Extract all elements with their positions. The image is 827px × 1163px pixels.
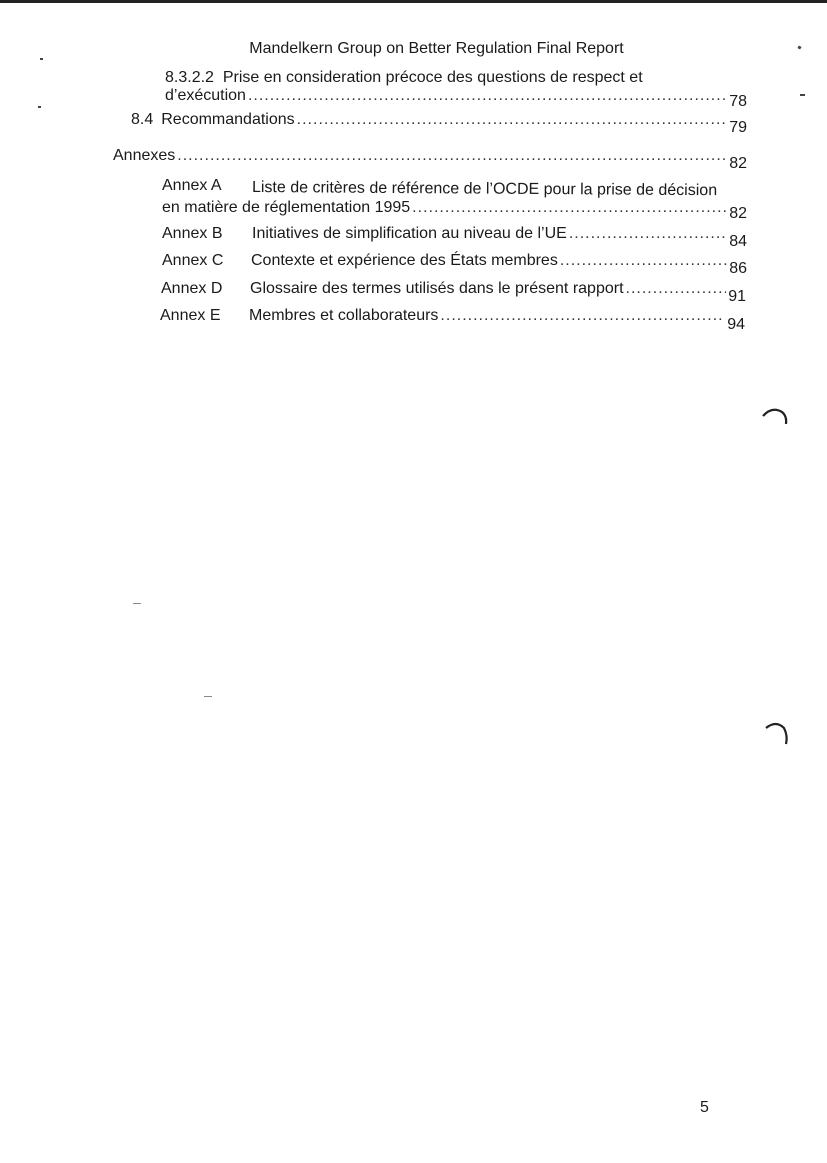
toc-entry-annex-a <box>162 199 747 222</box>
scan-speck <box>38 106 41 108</box>
annex-e-title: Membres et collaborateurs <box>249 307 439 324</box>
annex-b-label: Annex B <box>162 225 223 242</box>
toc-entry-annex-b <box>162 225 747 250</box>
toc-entry-title: Prise en consideration précoce des questions de respect et <box>222 69 643 86</box>
dot-leader <box>440 307 725 325</box>
toc-page-number: 91 <box>728 288 746 305</box>
dot-leader <box>177 147 727 165</box>
toc-entry-annex-d <box>161 280 746 305</box>
dot-leader <box>412 199 727 217</box>
toc-page-number: 94 <box>727 316 745 333</box>
dot-leader <box>297 111 727 129</box>
annex-b-title: Initiatives de simplification au niveau de l’UE <box>252 225 567 242</box>
running-header: Mandelkern Group on Better Regulation Final Report <box>249 40 624 57</box>
annex-a-label: Annex A <box>162 177 222 194</box>
annex-c-title: Contexte et expérience des États membres <box>251 252 558 269</box>
toc-page-number: 82 <box>729 155 747 172</box>
annex-e-label: Annex E <box>160 307 221 324</box>
scan-speck <box>204 696 212 697</box>
toc-page-number: 82 <box>729 205 747 222</box>
dot-leader <box>626 280 726 298</box>
toc-entry-title: Recommandations <box>161 111 295 128</box>
toc-entry-title-continued: d’exécution <box>165 87 246 104</box>
annex-d-title: Glossaire des termes utilisés dans le présent rapport <box>250 280 624 297</box>
scan-speck <box>133 603 141 604</box>
annex-d-label: Annex D <box>161 280 223 297</box>
toc-page-number: 79 <box>729 119 747 136</box>
scan-speck <box>800 94 805 96</box>
page-number: 5 <box>700 1099 709 1116</box>
dot-leader <box>248 85 727 107</box>
toc-entry-annex-c <box>162 252 747 277</box>
scan-speck <box>40 58 43 60</box>
toc-entry-8322-line2 <box>165 85 747 110</box>
toc-entry-annexes <box>113 147 747 172</box>
scan-arc-mark <box>760 404 790 432</box>
dot-leader <box>569 225 727 243</box>
toc-entry-number: 8.4 <box>131 111 154 128</box>
toc-page-number: 78 <box>729 93 747 110</box>
annex-a-title-line2: en matière de réglementation 1995 <box>162 199 411 216</box>
toc-page-number: 84 <box>729 233 747 250</box>
annex-a-title-line1: Liste de critères de référence de l’OCDE pour la prise de décision <box>251 179 718 200</box>
toc-entry-number: 8.3.2.2 <box>165 69 214 86</box>
annex-c-label: Annex C <box>162 252 224 269</box>
toc-entry-annex-e <box>160 307 745 333</box>
scan-arc-mark <box>762 718 792 748</box>
top-border-rule <box>0 0 827 3</box>
dot-leader <box>560 252 727 270</box>
toc-page-number: 86 <box>729 260 747 277</box>
toc-entry-title: Annexes <box>113 147 176 164</box>
toc-entry-84 <box>131 111 747 136</box>
